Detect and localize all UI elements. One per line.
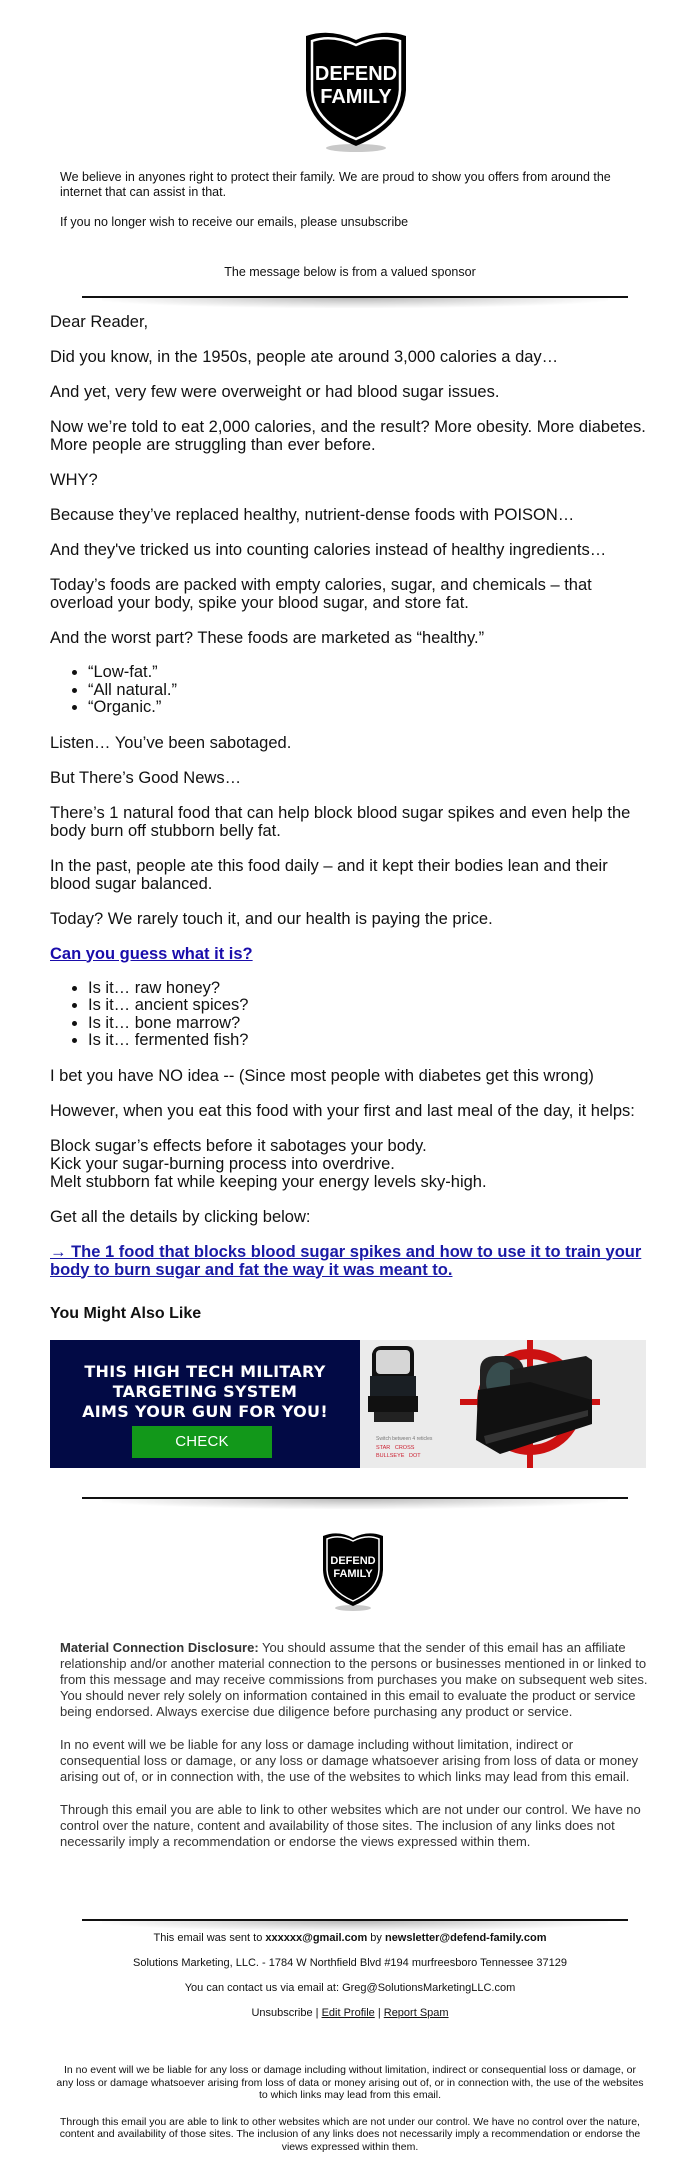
main-sight-icon — [476, 1356, 592, 1454]
ad-headline: THIS HIGH TECH MILITARY TARGETING SYSTEM AIMS YOUR GUN FOR YOU! — [82, 1362, 328, 1421]
greeting: Dear Reader, — [50, 313, 149, 331]
paragraph: Now we’re told to eat 2,000 calories, and the result? More obesity. More diabetes. More people are struggling than ever before. — [50, 418, 646, 454]
legal-section — [55, 2064, 645, 2167]
paragraph: Today? We rarely touch it, and our health is paying the price. — [50, 909, 493, 928]
paragraph: Listen… You’ve been sabotaged. — [50, 733, 292, 752]
guess-link[interactable]: Can you guess what it is? — [50, 944, 253, 963]
list-item: • “Low-fat.” — [88, 664, 650, 682]
paragraph: But There’s Good News… — [50, 768, 242, 787]
paragraph: Did you know, in the 1950s, people ate around 3,000 calories a day… — [50, 348, 559, 366]
ad-text-panel[interactable] — [50, 1340, 360, 1482]
paragraph: There’s 1 natural food that can help block blood sugar spikes and even help the body burn off stubborn belly fat. — [50, 803, 631, 840]
benefit: Melt stubborn fat while keeping your energy levels sky-high. — [50, 1172, 487, 1191]
paragraph: Get all the details by clicking below: — [50, 1207, 311, 1226]
mission-text: We believe in anyones right to protect their family. We are proud to show you offers from around the internet that can assist in that. — [60, 170, 611, 199]
paragraph: And yet, very few were overweight or had blood sugar issues. — [50, 383, 500, 401]
small-sight-icon — [368, 1346, 418, 1422]
main-cta-link[interactable]: → The 1 food that blocks blood sugar spikes and how to use it to train your body to burn sugar and fat the way it was meant to. — [50, 1242, 642, 1279]
intro-section — [60, 170, 650, 245]
recipient-email: xxxxxx@gmail.com — [265, 1932, 368, 1944]
disclosure-section — [60, 1640, 650, 1867]
reticle-legend: STAR CROSS BULLSEYE DOT — [376, 1445, 421, 1459]
benefits-block — [50, 1137, 650, 1191]
labels-list — [88, 664, 650, 717]
footer-unsubscribe[interactable]: Unsubscribe — [251, 2007, 313, 2019]
also-like-heading: You Might Also Like — [50, 1305, 202, 1322]
sponsor-note: The message below is from a valued sponsor — [224, 265, 476, 279]
paragraph: However, when you eat this food with your first and last meal of the day, it helps: — [50, 1101, 635, 1120]
letter-body — [50, 313, 650, 1296]
report-spam-link[interactable]: Report Spam — [383, 2007, 449, 2019]
edit-profile-link[interactable]: Edit Profile — [321, 2007, 375, 2019]
svg-text:DEFEND: DEFEND — [314, 63, 398, 85]
unsubscribe-notice: If you no longer wish to receive our emails, please unsubscribe — [60, 215, 409, 229]
divider — [82, 296, 628, 298]
paragraph: And they've tricked us into counting calories instead of healthy ingredients… — [50, 541, 607, 559]
list-item: • “All natural.” — [88, 682, 650, 700]
sent-to-line: This email was sent to xxxxxx@gmail.com by newsletter@defend-family.com — [153, 1932, 547, 1944]
material-connection-disclosure: Material Connection Disclosure: You should assume that the sender of this email has an affiliate relationship and/or another material connection to the persons or businesses mentioned in or linked to from this message and may receive commissions from purchases you make on subsequent web sites. You should never rely solely on information contained in this email to evaluate the product or service being endorsed. Always exercise due diligence before purchasing any product or service. — [60, 1640, 648, 1719]
footer — [0, 1932, 700, 2032]
legal-liability: In no event will we be liable for any loss or damage including without limitation, indirect or consequential loss or damage, or any loss or damage whatsoever arising from loss of data or money arising out of, or in connection with, the use of the websites to which links may lead from this email. — [56, 2064, 644, 2101]
external-links-text: Through this email you are able to link to other websites which are not under our control. We have no control over the nature, content and availability of those sites. The inclusion of any links does not necessarily imply a recommendation or endorse the views expressed within them. — [60, 1802, 641, 1849]
list-item: • Is it… bone marrow? — [88, 1015, 650, 1033]
paragraph: And the worst part? These foods are marketed as “healthy.” — [50, 629, 485, 647]
paragraph: Because they’ve replaced healthy, nutrient-dense foods with POISON… — [50, 506, 575, 524]
sponsored-ad-banner[interactable] — [50, 1340, 646, 1482]
ad-product-image[interactable] — [360, 1340, 646, 1468]
list-item: • Is it… raw honey? — [88, 980, 650, 998]
benefit: Kick your sugar-burning process into overdrive. — [50, 1154, 395, 1173]
ad-caption: Switch between 4 reticles — [376, 1436, 433, 1442]
check-availability-button[interactable]: CHECK AVAILABILITY — [132, 1426, 272, 1458]
divider — [82, 1919, 628, 1921]
benefit: Block sugar’s effects before it sabotages your body. — [50, 1136, 427, 1155]
shield-icon — [320, 1530, 386, 1612]
svg-text:DEFEND: DEFEND — [330, 1555, 376, 1567]
shield-icon — [300, 26, 412, 154]
paragraph: Today’s foods are packed with empty calories, sugar, and chemicals – that overload your body, spike your blood sugar, and store fat. — [50, 576, 592, 612]
divider — [82, 1497, 628, 1499]
list-item: • Is it… fermented fish? — [88, 1032, 650, 1050]
postal-address: Solutions Marketing, LLC. - 1784 W Northfield Blvd #194 murfreesboro Tennessee 37129 — [133, 1957, 567, 1969]
liability-text: In no event will we be liable for any loss or damage including without limitation, indirect or consequential loss or damage, or any loss or damage whatsoever arising from loss of data or money arising out of, or in connection with, the use of the websites to which links may lead from this email. — [60, 1737, 639, 1784]
paragraph: In the past, people ate this food daily – and it kept their bodies lean and their blood sugar balanced. — [50, 856, 608, 893]
list-item: • Is it… ancient spices? — [88, 997, 650, 1015]
paragraph: WHY? — [50, 471, 98, 489]
defend-family-logo — [300, 26, 412, 154]
defend-family-logo-small — [320, 1530, 386, 1612]
svg-text:FAMILY: FAMILY — [333, 1568, 373, 1580]
svg-text:FAMILY: FAMILY — [320, 86, 392, 108]
footer-links: Unsubscribe | Edit Profile | Report Spam — [251, 2007, 449, 2019]
contact-line: You can contact us via email at: Greg@SolutionsMarketingLLC.com — [184, 1982, 516, 1994]
legal-links: Through this email you are able to link to other websites which are not under our control. We have no control over the nature, content and availability of those sites. The inclusion of any links does not necessarily imply a recommendation or endorse the views expressed within them. — [59, 2115, 641, 2153]
sender-email: newsletter@defend-family.com — [384, 1932, 547, 1944]
unsubscribe-link[interactable]: unsubscribe — [340, 215, 409, 229]
guesses-list — [88, 980, 650, 1050]
paragraph: I bet you have NO idea -- (Since most people with diabetes get this wrong) — [50, 1066, 594, 1085]
list-item: • “Organic.” — [88, 699, 650, 717]
